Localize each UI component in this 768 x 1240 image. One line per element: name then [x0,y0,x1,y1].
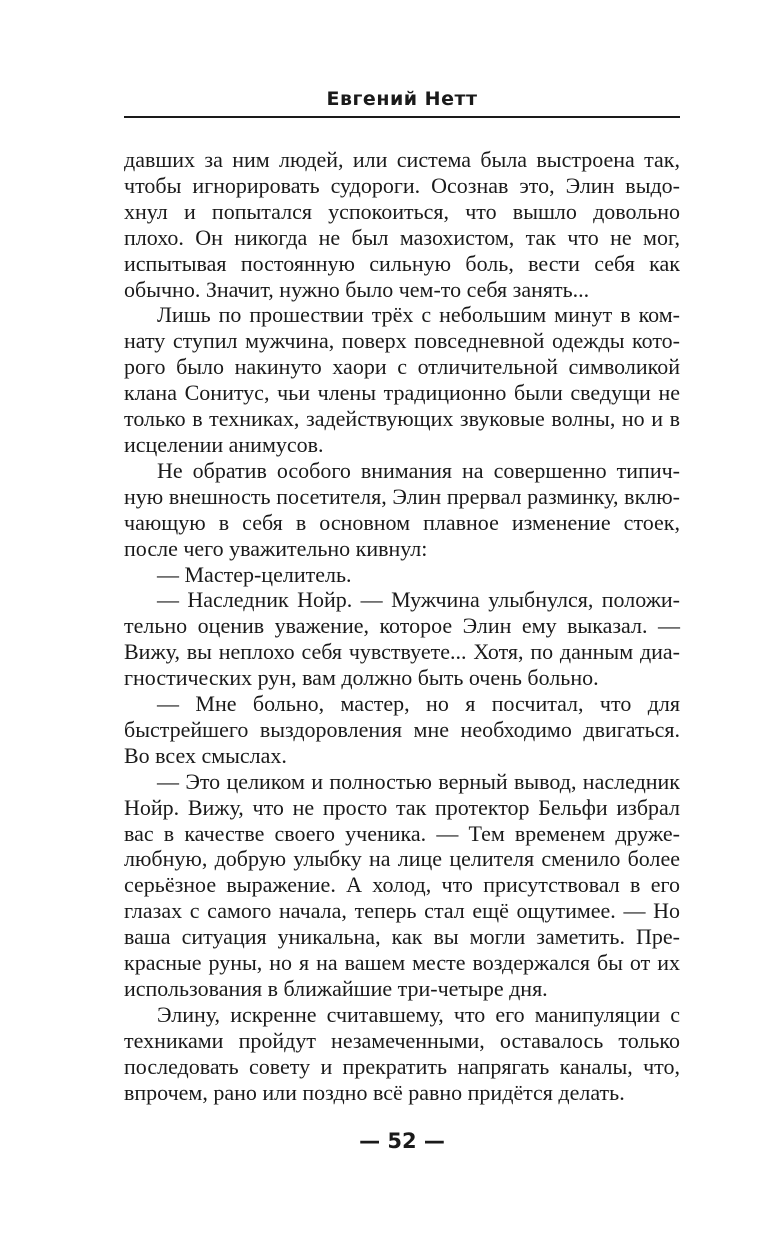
body-text [124,147,680,1106]
dialogue-line: — Наследник Нойр. — Мужчина улыбнулся, положительно оценив уважение, которое Элин ему выказал. — Вижу, вы неплохо себя чувствуете... Хотя, по данным диагностических рун, вам должно быть очень больно. [124,587,680,691]
dialogue-line: — Мастер-целитель. [157,561,352,587]
running-head-author: Евгений Нетт [326,88,478,110]
dialogue-line: — Это целиком и полностью верный вывод, наследник Нойр. Вижу, что не просто так протектор Бельфи избрал вас в качестве своего ученика. — Тем временем дружелюбную, добрую улыбку на лице целителя сменило более серьёзное выражение. А холод, что присутствовал в его глазах с самого начала, теперь стал ещё ощутимее. — Но ваша ситуация уникальна, как вы могли заметить. Прекрасные руны, но я на вашем месте воздержался бы от их использования в ближайшие три-четыре дня. [124,768,680,1001]
header-rule [124,116,680,118]
paragraph: Лишь по прошествии трёх с небольшим минут в комнату ступил мужчина, поверх повседневной одежды которого было накинуто хаори с отличительной символикой клана Сонитус, чьи члены традиционно были сведущи не только в техниках, задействующих звуковые волны, но и в исцелении анимусов. [124,302,680,457]
paragraph: Элину, искренне считавшему, что его манипуляции с техниками пройдут незамеченными, оставалось только последовать совету и прекратить напрягать каналы, что, впрочем, рано или поздно всё равно придётся делать. [124,1001,680,1105]
dialogue-line: — Мне больно, мастер, но я посчитал, что для быстрейшего выздоровления мне необходимо двигаться. Во всех смыслах. [124,691,680,768]
page-number: — 52 — [359,1129,445,1153]
paragraph: давших за ним людей, или система была выстроена так, чтобы игнорировать судороги. Осознав это, Элин выдохнул и попытался успокоиться, что вышло довольно плохо. Он никогда не был мазохистом, так что не мог, испытывая постоянную сильную боль, вести себя как обычно. Значит, нужно было чем-то себя занять... [124,147,680,302]
paragraph: Не обратив особого внимания на совершенно типичную внешность посетителя, Элин прервал разминку, включающую в себя в основном плавное изменение стоек, после чего уважительно кивнул: [124,457,680,561]
